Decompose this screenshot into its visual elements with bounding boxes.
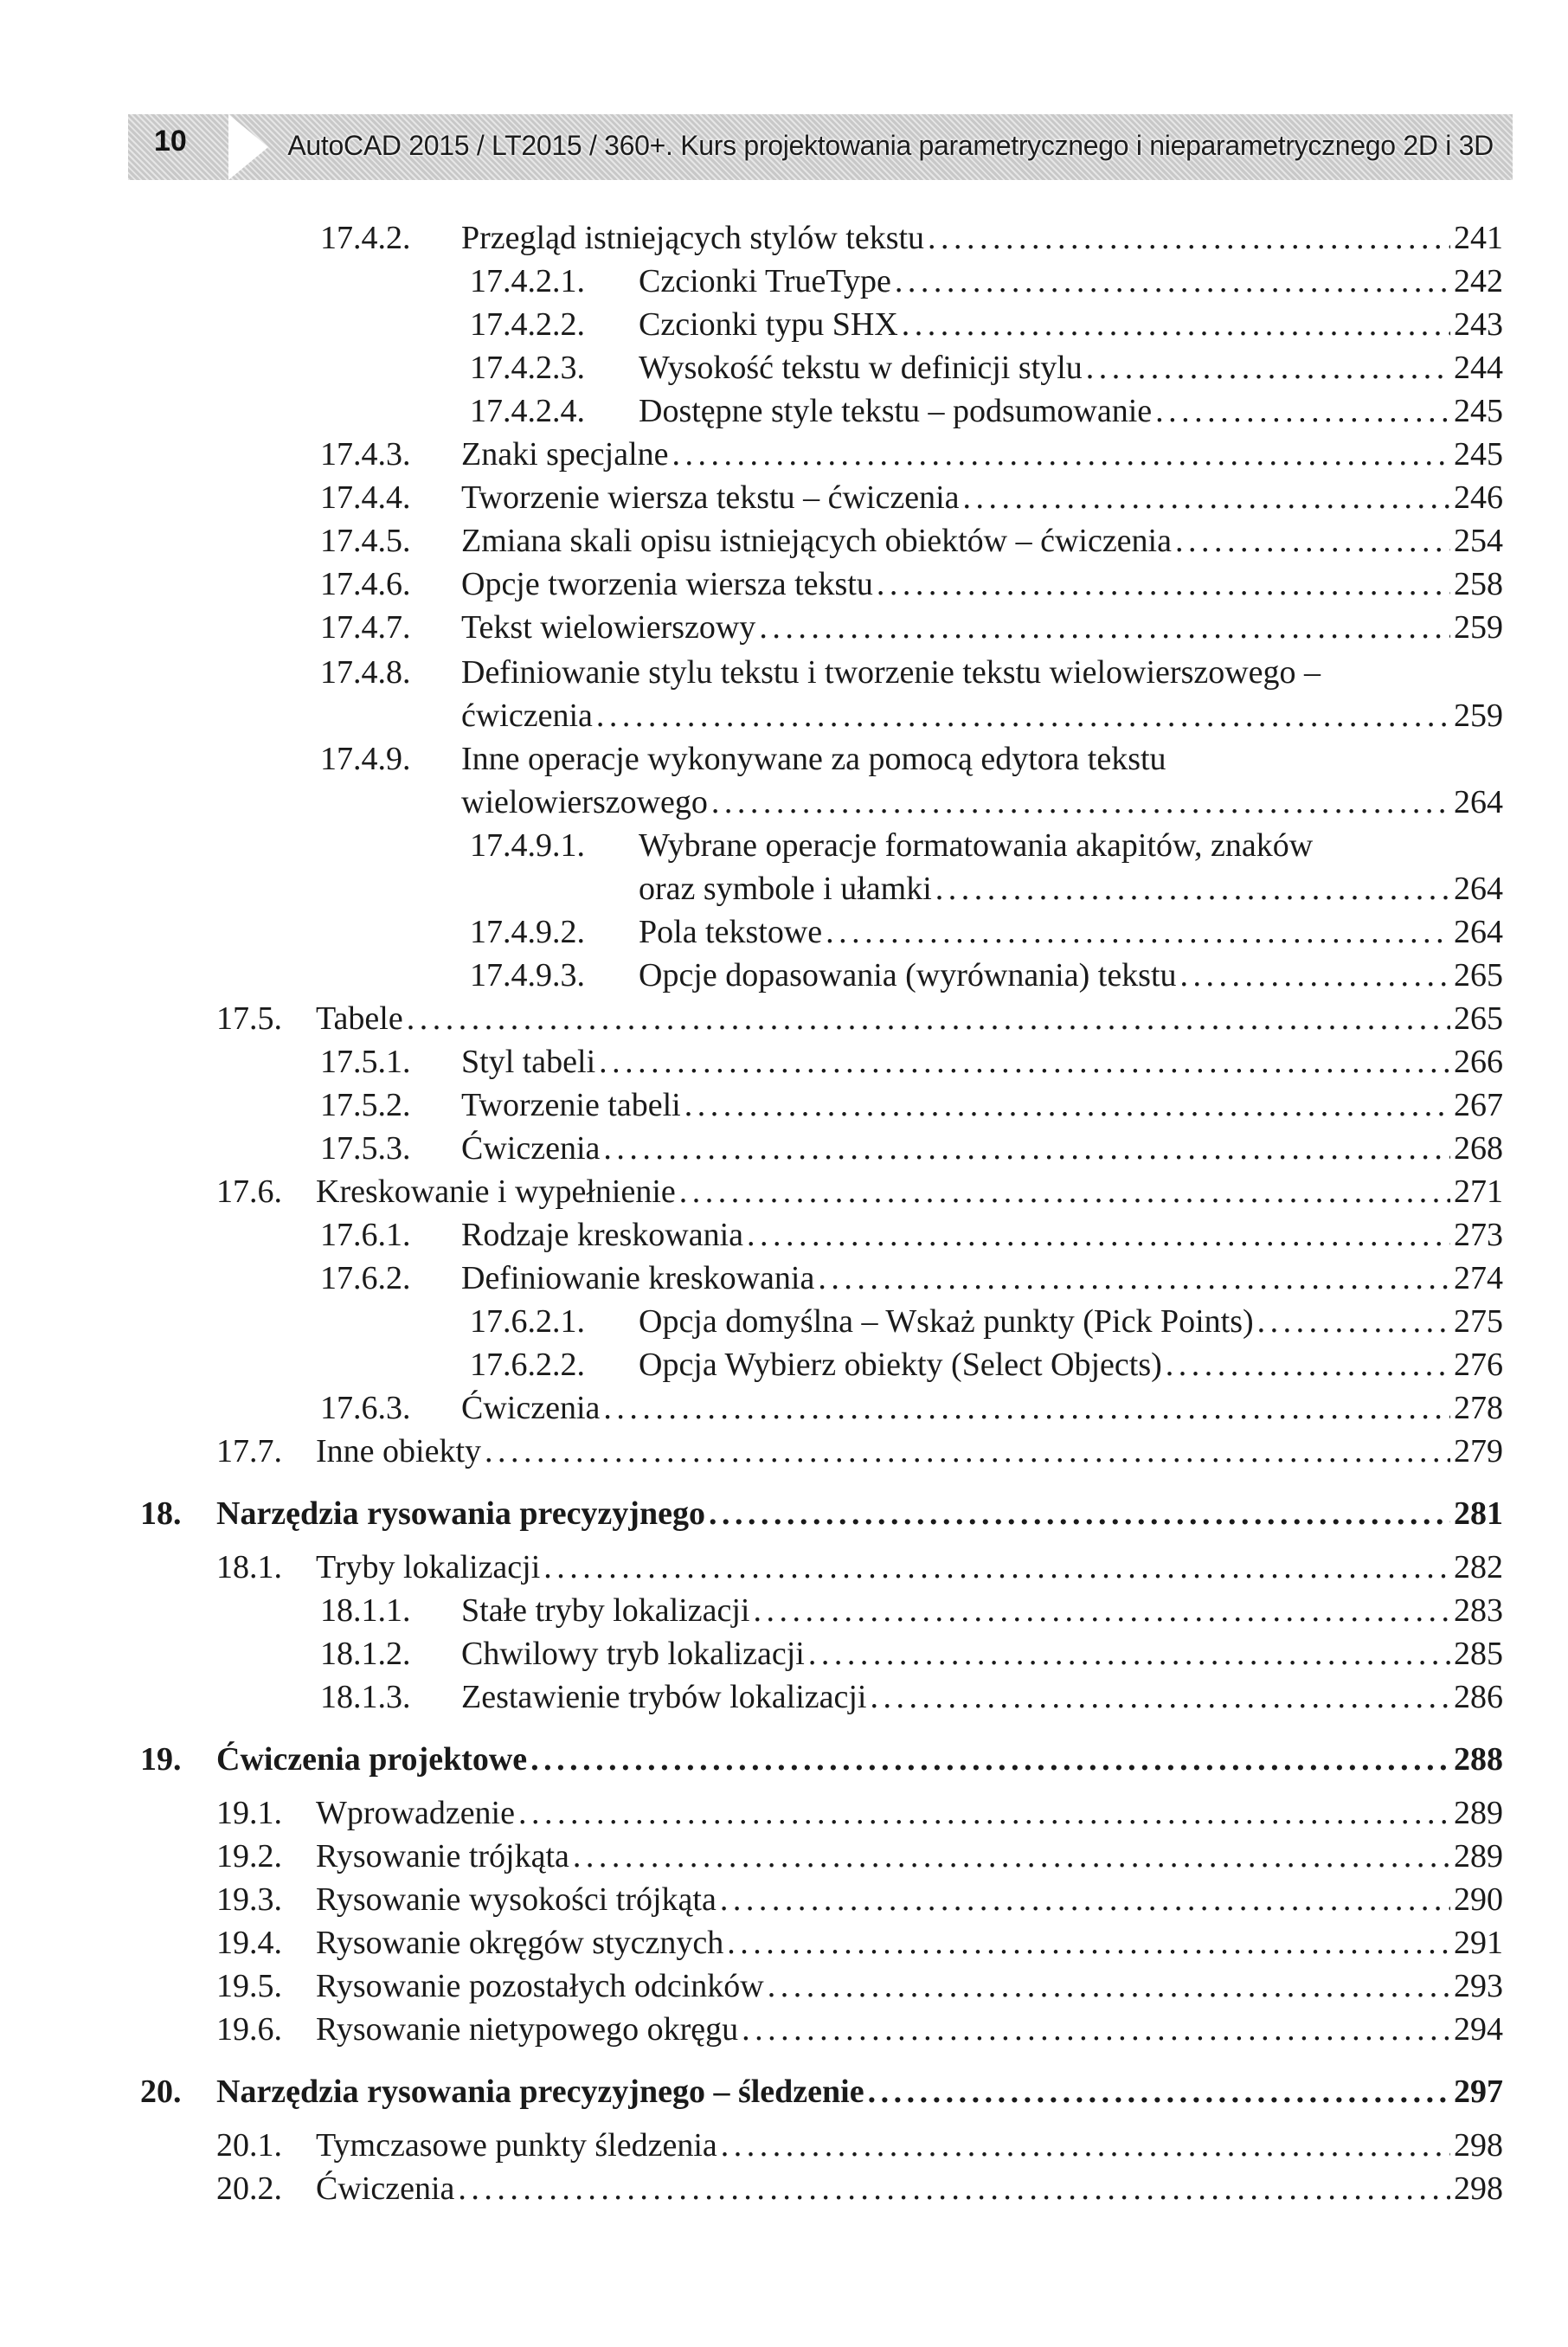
toc-entry-title: Tekst wielowierszowy <box>461 609 756 646</box>
toc-entry[interactable] <box>0 1964 1568 2008</box>
toc-entry-title: Ćwiczenia <box>316 2170 455 2207</box>
toc-entry-first-line <box>0 651 1568 694</box>
toc-entry-page: 273 <box>1454 1217 1503 1253</box>
toc-entry-page: 285 <box>1454 1636 1503 1672</box>
toc-entry-number: 17.4.5. <box>320 523 411 559</box>
toc-entry-number: 17.4.9.2. <box>470 914 585 950</box>
toc-entry[interactable] <box>0 346 1568 389</box>
toc-entry[interactable] <box>0 1878 1568 1921</box>
toc-chapter-title: Narzędzia rysowania precyzyjnego – śledzenie <box>216 2074 864 2110</box>
toc-entry-page: 265 <box>1454 1000 1503 1037</box>
toc-leader-dots <box>932 867 1450 910</box>
toc-entry-page: 267 <box>1454 1087 1503 1123</box>
toc-leader-dots <box>1152 389 1450 433</box>
toc-entry-page: 264 <box>1454 914 1503 950</box>
toc-chapter-entry[interactable] <box>0 2070 1568 2113</box>
toc-leader-dots <box>1172 519 1450 563</box>
toc-chapter-page: 281 <box>1454 1495 1503 1532</box>
toc-entry-page: 245 <box>1454 393 1503 429</box>
toc-entry-page: 259 <box>1454 698 1503 734</box>
toc-entry-page: 275 <box>1454 1303 1503 1340</box>
toc-leader-dots <box>924 216 1450 260</box>
toc-entry-title: Ćwiczenia <box>461 1130 601 1167</box>
toc-entry[interactable] <box>0 1083 1568 1127</box>
toc-entry-title: Rysowanie pozostałych odcinków <box>316 1968 764 2004</box>
toc-entry-page: 266 <box>1454 1044 1503 1080</box>
toc-entry-title: Inne obiekty <box>316 1433 482 1469</box>
toc-entry-title: Ćwiczenia <box>461 1390 601 1426</box>
toc-entry-title: wielowierszowego <box>461 784 708 820</box>
toc-entry-title: Tabele <box>316 1000 403 1037</box>
toc-entry-page: 258 <box>1454 566 1503 602</box>
toc-chapter-entry[interactable] <box>0 1492 1568 1535</box>
toc-entry-page: 293 <box>1454 1968 1503 2004</box>
toc-entry-title: Zestawienie trybów lokalizacji <box>461 1679 867 1715</box>
toc-entry-number: 19.6. <box>216 2011 282 2048</box>
toc-entry-number: 20.2. <box>216 2170 282 2207</box>
toc-entry-number: 17.6.2.2. <box>470 1347 585 1383</box>
toc-entry-page: 259 <box>1454 609 1503 646</box>
toc-entry-number: 17.5.2. <box>320 1087 411 1123</box>
toc-entry-number: 20.1. <box>216 2127 282 2164</box>
toc-leader-dots <box>822 910 1450 954</box>
toc-leader-dots <box>891 260 1450 303</box>
toc-entry[interactable] <box>0 2008 1568 2051</box>
toc-entry-title: Rysowanie okręgów stycznych <box>316 1925 724 1961</box>
toc-entry-page: 264 <box>1454 784 1503 820</box>
toc-entry-number: 18.1.3. <box>320 1679 411 1715</box>
toc-entry-title: Chwilowy tryb lokalizacji <box>461 1636 805 1672</box>
toc-entry-title: Rysowanie nietypowego okręgu <box>316 2011 739 2048</box>
toc-entry-page: 264 <box>1454 871 1503 907</box>
toc-entry-number: 17.4.9. <box>320 741 411 777</box>
toc-entry-page: 290 <box>1454 1881 1503 1918</box>
toc-entry[interactable] <box>0 1791 1568 1835</box>
toc-entry-number: 18.1. <box>216 1549 282 1585</box>
toc-leader-dots <box>1083 346 1450 389</box>
toc-leader-dots <box>540 1546 1450 1589</box>
toc-entry[interactable] <box>0 954 1568 997</box>
toc-entry-page: 283 <box>1454 1592 1503 1629</box>
toc-leader-dots <box>569 1835 1450 1878</box>
toc-entry-title: Opcja Wybierz obiekty (Select Objects) <box>639 1347 1162 1383</box>
toc-leader-dots <box>814 1257 1450 1300</box>
toc-entry[interactable] <box>0 997 1568 1040</box>
toc-entry-page: 241 <box>1454 220 1503 256</box>
toc-entry[interactable] <box>0 2167 1568 2210</box>
toc-entry-number: 17.6.2.1. <box>470 1303 585 1340</box>
toc-entry-title: Opcja domyślna – Wskaż punkty (Pick Points) <box>639 1303 1254 1340</box>
toc-entry-title: Zmiana skali opisu istniejących obiektów – ćwiczenia <box>461 523 1172 559</box>
toc-entry-number: 17.7. <box>216 1433 282 1469</box>
toc-entry-number: 17.6. <box>216 1174 282 1210</box>
toc-chapter-number: 19. <box>140 1741 182 1778</box>
toc-entry-page: 279 <box>1454 1433 1503 1469</box>
toc-entry-page: 274 <box>1454 1260 1503 1296</box>
toc-entry-title: Tryby lokalizacji <box>316 1549 541 1585</box>
toc-entry-number: 17.4.2. <box>320 220 411 256</box>
toc-entry-page: 298 <box>1454 2127 1503 2164</box>
toc-entry[interactable] <box>0 1546 1568 1589</box>
toc-entry-title: Pola tekstowe <box>639 914 823 950</box>
toc-leader-dots <box>595 1040 1450 1083</box>
toc-entry-page: 242 <box>1454 263 1503 299</box>
toc-leader-dots <box>403 997 1450 1040</box>
toc-entry-title: Tymczasowe punkty śledzenia <box>316 2127 717 2164</box>
toc-entry-number: 19.5. <box>216 1968 282 2004</box>
toc-leader-dots <box>764 1964 1450 2008</box>
toc-entry-title: Styl tabeli <box>461 1044 596 1080</box>
toc-entry-title: Dostępne style tekstu – podsumowanie <box>639 393 1153 429</box>
toc-entry-page: 265 <box>1454 957 1503 993</box>
toc-entry-number: 17.4.8. <box>320 654 411 691</box>
toc-leader-dots <box>717 2124 1450 2167</box>
page-number: 10 <box>154 125 187 158</box>
toc-entry[interactable] <box>0 1430 1568 1473</box>
toc-entry[interactable] <box>0 1921 1568 1964</box>
toc-entry-title: Rysowanie trójkąta <box>316 1838 569 1874</box>
toc-entry-number: 17.5.1. <box>320 1044 411 1080</box>
toc-entry-title: Opcje dopasowania (wyrównania) tekstu <box>639 957 1177 993</box>
toc-leader-dots <box>681 1083 1450 1127</box>
toc-entry-title: Czcionki typu SHX <box>639 306 898 343</box>
toc-entry-title: Stałe tryby lokalizacji <box>461 1592 750 1629</box>
toc-leader-dots <box>867 1675 1451 1719</box>
toc-entry-title: Wprowadzenie <box>316 1795 515 1831</box>
toc-entry-page: 278 <box>1454 1390 1503 1426</box>
toc-leader-dots <box>481 1430 1450 1473</box>
toc-leader-dots <box>805 1632 1450 1675</box>
toc-leader-dots <box>873 563 1450 606</box>
toc-entry-first-line <box>0 824 1568 867</box>
toc-entry[interactable] <box>0 1675 1568 1719</box>
toc-entry-number: 18.1.2. <box>320 1636 411 1672</box>
toc-entry-title: Tworzenie tabeli <box>461 1087 681 1123</box>
toc-entry-number: 17.4.2.3. <box>470 350 585 386</box>
toc-entry[interactable] <box>0 867 1568 910</box>
toc-leader-dots <box>864 2070 1450 2113</box>
toc-entry-number: 17.4.2.2. <box>470 306 585 343</box>
toc-entry-title-line1: Inne operacje wykonywane za pomocą edytora tekstu <box>461 741 1166 777</box>
toc-chapter-page: 288 <box>1454 1741 1503 1778</box>
toc-leader-dots <box>738 2008 1450 2051</box>
toc-entry-title: Wysokość tekstu w definicji stylu <box>639 350 1083 386</box>
toc-entry[interactable] <box>0 1343 1568 1386</box>
toc-entry-number: 17.4.2.4. <box>470 393 585 429</box>
toc-chapter-title: Ćwiczenia projektowe <box>216 1741 528 1778</box>
toc-entry-number: 17.6.3. <box>320 1390 411 1426</box>
toc-entry-page: 286 <box>1454 1679 1503 1715</box>
toc-entry-first-line <box>0 737 1568 781</box>
toc-entry[interactable] <box>0 1127 1568 1170</box>
toc-entry-number: 19.3. <box>216 1881 282 1918</box>
toc-entry[interactable] <box>0 563 1568 606</box>
toc-chapter-page: 297 <box>1454 2074 1503 2110</box>
toc-leader-dots <box>755 606 1450 649</box>
toc-entry-title: Tworzenie wiersza tekstu – ćwiczenia <box>461 479 960 516</box>
toc-leader-dots <box>676 1170 1450 1213</box>
toc-entry-title-line1: Definiowanie stylu tekstu i tworzenie tekstu wielowierszowego – <box>461 654 1321 691</box>
toc-entry-title: Opcje tworzenia wiersza tekstu <box>461 566 873 602</box>
toc-entry[interactable] <box>0 260 1568 303</box>
toc-leader-dots <box>454 2167 1450 2210</box>
toc-entry[interactable] <box>0 1632 1568 1675</box>
toc-entry[interactable] <box>0 216 1568 260</box>
toc-leader-dots <box>527 1738 1450 1781</box>
toc-entry-number: 17.5. <box>216 1000 282 1037</box>
toc-entry[interactable] <box>0 1170 1568 1213</box>
toc-entry-title: oraz symbole i ułamki <box>639 871 932 907</box>
toc-entry-page: 245 <box>1454 436 1503 473</box>
toc-entry[interactable] <box>0 303 1568 346</box>
toc-entry-page: 243 <box>1454 306 1503 343</box>
toc-entry-page: 254 <box>1454 523 1503 559</box>
toc-entry-number: 18.1.1. <box>320 1592 411 1629</box>
toc-entry-page: 276 <box>1454 1347 1503 1383</box>
toc-entry-number: 17.6.2. <box>320 1260 411 1296</box>
toc-entry-page: 244 <box>1454 350 1503 386</box>
toc-leader-dots <box>960 476 1450 519</box>
toc-entry[interactable] <box>0 1213 1568 1257</box>
toc-entry[interactable] <box>0 781 1568 824</box>
toc-entry-title: Kreskowanie i wypełnienie <box>316 1174 676 1210</box>
toc-entry-number: 17.4.7. <box>320 609 411 646</box>
toc-entry[interactable] <box>0 606 1568 649</box>
toc-chapter-entry[interactable] <box>0 1738 1568 1781</box>
toc-leader-dots <box>708 781 1450 824</box>
toc-leader-dots <box>669 433 1450 476</box>
toc-leader-dots <box>1162 1343 1450 1386</box>
toc-entry[interactable] <box>0 1835 1568 1878</box>
toc-entry[interactable] <box>0 910 1568 954</box>
toc-chapter-number: 18. <box>140 1495 182 1532</box>
running-header-title: AutoCAD 2015 / LT2015 / 360+. Kurs projektowania parametrycznego i nieparametrycznego 2D i 3D <box>287 130 1494 161</box>
toc-leader-dots <box>749 1589 1450 1632</box>
toc-leader-dots <box>705 1492 1450 1535</box>
toc-entry-number: 19.1. <box>216 1795 282 1831</box>
toc-entry[interactable] <box>0 389 1568 433</box>
toc-chapter-number: 20. <box>140 2074 182 2110</box>
toc-entry[interactable] <box>0 433 1568 476</box>
toc-entry-title-line1: Wybrane operacje formatowania akapitów, znaków <box>639 827 1314 864</box>
toc-entry-title: ćwiczenia <box>461 698 593 734</box>
toc-leader-dots <box>717 1878 1450 1921</box>
toc-entry-number: 17.4.3. <box>320 436 411 473</box>
toc-entry-page: 291 <box>1454 1925 1503 1961</box>
toc-chapter-title: Narzędzia rysowania precyzyjnego <box>216 1495 705 1532</box>
toc-entry-number: 19.4. <box>216 1925 282 1961</box>
toc-leader-dots <box>723 1921 1450 1964</box>
toc-leader-dots <box>593 694 1450 737</box>
toc-entry-number: 17.4.2.1. <box>470 263 585 299</box>
toc-entry-number: 17.4.6. <box>320 566 411 602</box>
toc-entry-number: 17.4.4. <box>320 479 411 516</box>
toc-entry-number: 17.4.9.3. <box>470 957 585 993</box>
toc-entry[interactable] <box>0 519 1568 563</box>
toc-entry-title: Rodzaje kreskowania <box>461 1217 744 1253</box>
toc-entry-title: Rysowanie wysokości trójkąta <box>316 1881 717 1918</box>
toc-entry-page: 268 <box>1454 1130 1503 1167</box>
toc-entry-number: 17.6.1. <box>320 1217 411 1253</box>
toc-leader-dots <box>1177 954 1450 997</box>
toc-entry-page: 246 <box>1454 479 1503 516</box>
toc-entry[interactable] <box>0 1300 1568 1343</box>
toc-entry-title: Przegląd istniejących stylów tekstu <box>461 220 925 256</box>
toc-entry[interactable] <box>0 1386 1568 1430</box>
toc-leader-dots <box>743 1213 1450 1257</box>
toc-entry-page: 289 <box>1454 1838 1503 1874</box>
toc-leader-dots <box>600 1386 1450 1430</box>
toc-entry[interactable] <box>0 1040 1568 1083</box>
toc-entry-page: 289 <box>1454 1795 1503 1831</box>
toc-entry-number: 17.5.3. <box>320 1130 411 1167</box>
toc-entry-number: 19.2. <box>216 1838 282 1874</box>
toc-entry[interactable] <box>0 1257 1568 1300</box>
toc-entry-title: Czcionki TrueType <box>639 263 891 299</box>
toc-entry-page: 294 <box>1454 2011 1503 2048</box>
toc-entry[interactable] <box>0 2124 1568 2167</box>
toc-entry-number: 17.4.9.1. <box>470 827 585 864</box>
toc-entry-page: 282 <box>1454 1549 1503 1585</box>
toc-entry[interactable] <box>0 694 1568 737</box>
toc-entry-title: Znaki specjalne <box>461 436 669 473</box>
toc-entry-page: 298 <box>1454 2170 1503 2207</box>
toc-entry-title: Definiowanie kreskowania <box>461 1260 815 1296</box>
toc-entry[interactable] <box>0 1589 1568 1632</box>
toc-leader-dots <box>515 1791 1450 1835</box>
toc-leader-dots <box>1254 1300 1450 1343</box>
toc-leader-dots <box>898 303 1450 346</box>
toc-entry[interactable] <box>0 476 1568 519</box>
toc-entry-page: 271 <box>1454 1174 1503 1210</box>
toc-leader-dots <box>600 1127 1450 1170</box>
